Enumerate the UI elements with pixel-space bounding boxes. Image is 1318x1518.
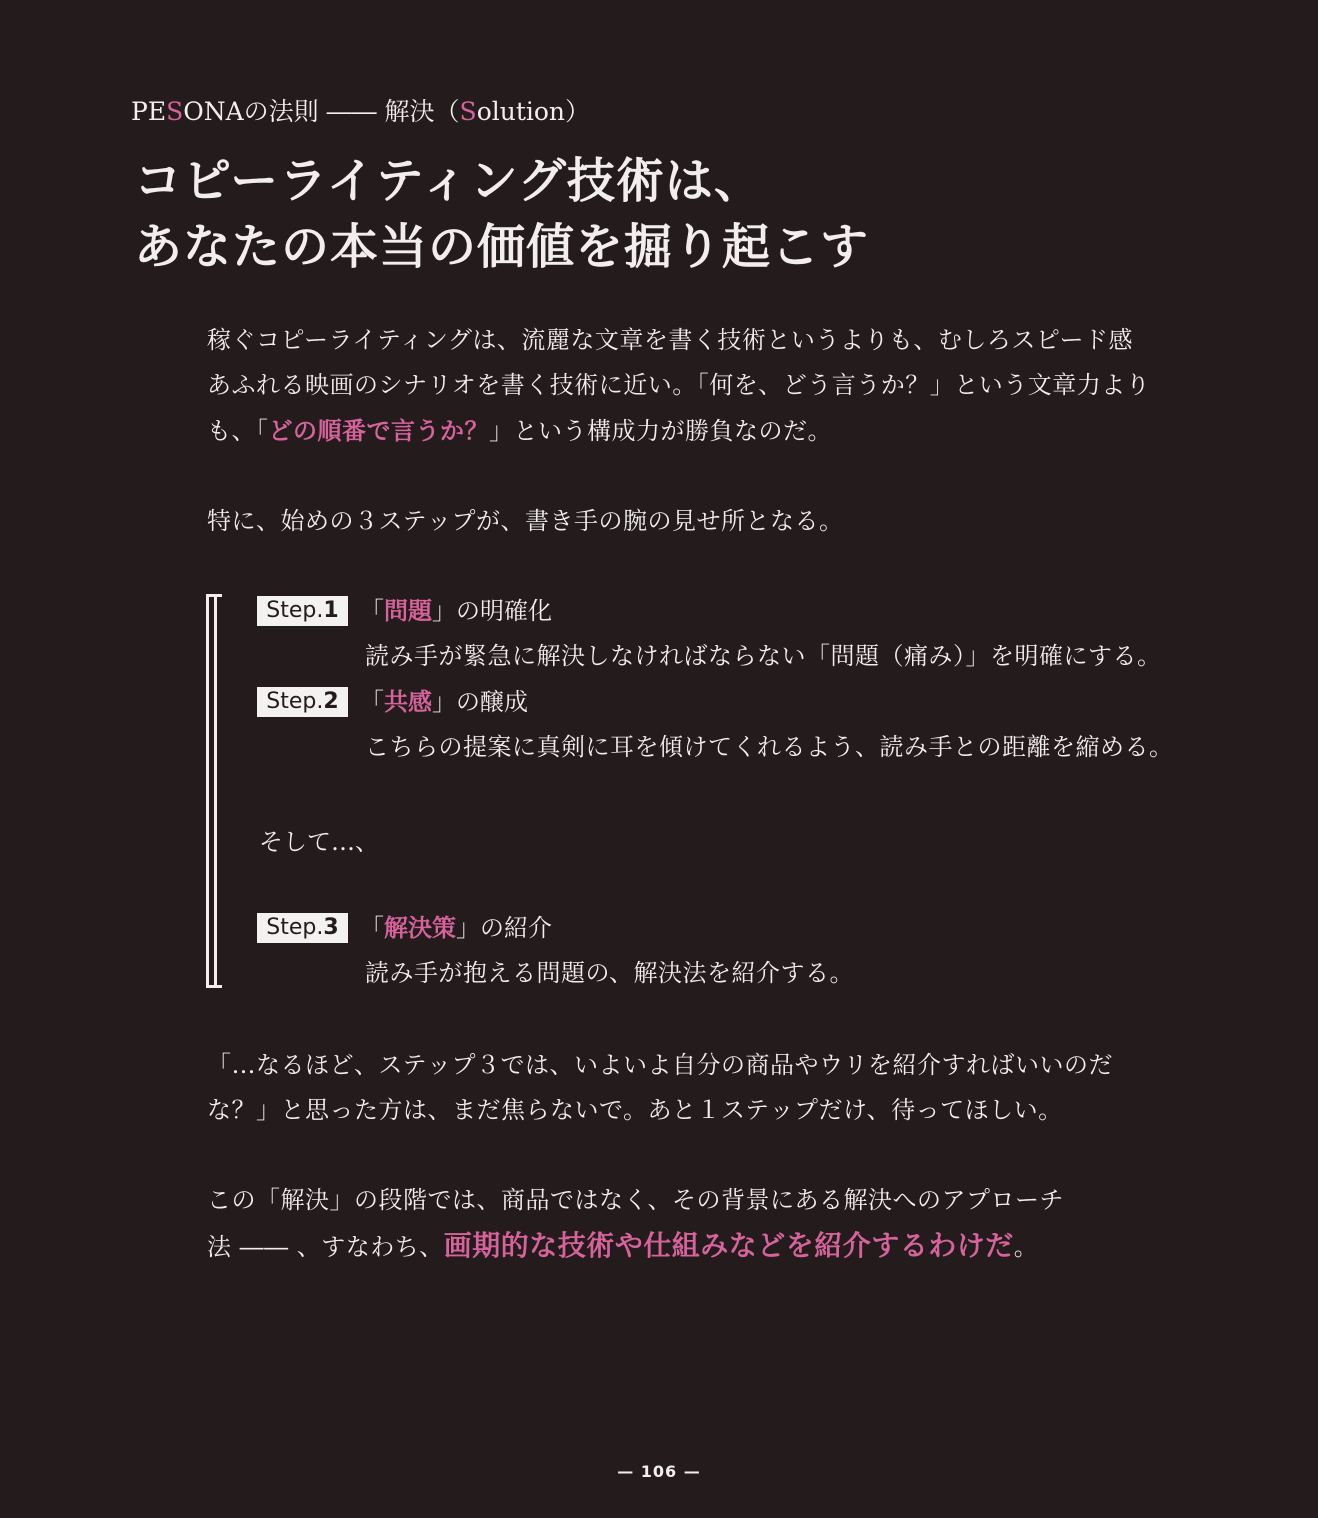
step-desc-3: 読み手が抱える問題の、解決法を紹介する。 — [365, 959, 855, 987]
page-title-line-2: あなたの本当の価値を掘り起こす — [134, 219, 870, 275]
steps-bracket — [206, 594, 222, 988]
step-badge-2: Step.2 — [257, 687, 348, 717]
emphasis-text: どの順番で言うか？ — [268, 416, 489, 445]
step-badge-3: Step.3 — [257, 913, 348, 943]
intro-line: 稼ぐコピーライティングは、流麗な文章を書く技術というよりも、むしろスピード感 — [207, 326, 1133, 354]
step-desc-2: こちらの提案に真剣に耳を傾けてくれるよう、読み手との距離を縮める。 — [365, 733, 1174, 761]
intro-line: も、「どの順番で言うか？」という構成力が勝負なのだ。 — [207, 416, 832, 445]
intro-line: あふれる映画のシナリオを書く技術に近い。「何を、どう言うか？」という文章力より — [207, 371, 1151, 399]
step-title-1: 「問題」の明確化 — [360, 596, 552, 625]
intro-paragraph — [207, 318, 1177, 454]
step-title-3: 「解決策」の紹介 — [360, 913, 552, 942]
page-number: — 106 — — [617, 1462, 701, 1481]
question-paragraph: 「…なるほど、ステップ３では、いよいよ自分の商品やウリを紹介すればいいのだ な？」と思った方は、まだ焦らないで。あと１ステップだけ、待ってほしい。 — [207, 1051, 1114, 1124]
step-title-2: 「共感」の醸成 — [360, 687, 528, 716]
lead-paragraph: 特に、始めの３ステップが、書き手の腕の見せ所となる。 — [207, 507, 844, 535]
step-desc-1: 読み手が緊急に解決しなければならない「問題（痛み）」を明確にする。 — [365, 642, 1162, 670]
final-paragraph: この「解決」の段階では、商品ではなく、その背景にある解決へのアプローチ 法 ―― 、すなわち、画期的な技術や仕組みなどを紹介するわけだ。 — [207, 1186, 1065, 1262]
page-title-line-1: コピーライティング技術は、 — [134, 153, 763, 209]
section-eyebrow: PESONAの法則 ―― 解決（Solution） — [131, 97, 591, 126]
step-badge-1: Step.1 — [257, 596, 348, 626]
emphasis-text: 画期的な技術や仕組みなどを紹介するわけだ — [443, 1229, 1014, 1262]
and-then-text: そして…、 — [259, 828, 379, 856]
